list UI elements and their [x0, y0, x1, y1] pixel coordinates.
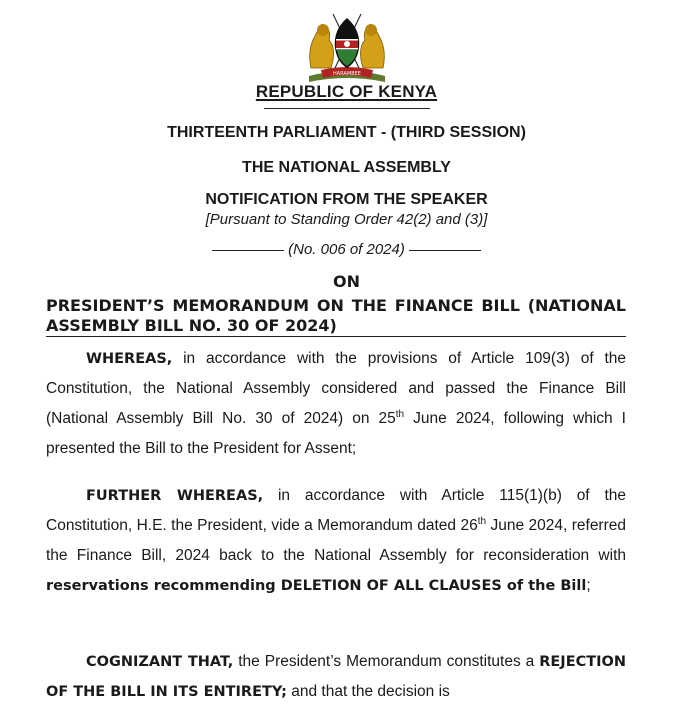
paragraph-cognizant [46, 647, 626, 707]
paragraph-text: in accordance with the provisions of Article 109(3) of the Constitution, the National Assembly considered and passed the Finance Bill (National Assembly Bill No. 30 of 2024) on 25 [46, 350, 626, 427]
paragraph-lead: COGNIZANT THAT, [86, 654, 234, 670]
paragraph-further-whereas [46, 481, 626, 601]
paragraph-lead: FURTHER WHEREAS, [86, 488, 264, 504]
blank-line-right [409, 250, 481, 251]
ordinal-suffix: th [477, 516, 487, 527]
paragraph-text: and that the decision is [286, 683, 450, 700]
paragraph-emphasis: reservations recommending DELETION OF ALL CLAUSES of the Bill [46, 578, 587, 594]
subject-divider [46, 336, 626, 337]
memorandum-subject: PRESIDENT’S MEMORANDUM ON THE FINANCE BILL (NATIONAL ASSEMBLY BILL NO. 30 OF 2024) [46, 296, 626, 335]
standing-order: [Pursuant to Standing Order 42(2) and (3)] [205, 211, 488, 228]
notification-number-row [0, 241, 693, 258]
house-heading: THE NATIONAL ASSEMBLY [242, 159, 451, 176]
paragraph-text: June 2024, referred the Finance Bill, 2024 back to the National Assembly for reconsideration with [46, 517, 626, 564]
on-heading: ON [333, 272, 360, 291]
paragraph-whereas [46, 344, 626, 464]
paragraph-text: ; [586, 577, 591, 594]
paragraph-text: the President’s Memorandum constitutes a [233, 653, 540, 670]
paragraph-emphasis: REJECTION OF THE BILL IN ITS ENTIRETY; [46, 654, 626, 700]
paragraph-text: June 2024, following which I presented the Bill to the President for Assent; [46, 410, 626, 457]
parliament-heading: THIRTEENTH PARLIAMENT - (THIRD SESSION) [167, 124, 526, 141]
ordinal-suffix: th [395, 409, 405, 420]
notification-number: (No. 006 of 2024) [288, 241, 405, 258]
heading-divider [264, 108, 430, 109]
paragraph-text: in accordance with Article 115(1)(b) of the Constitution, H.E. the President, vide a Memorandum dated 26 [46, 487, 626, 534]
country-heading: REPUBLIC OF KENYA [255, 82, 438, 101]
blank-line-left [212, 250, 284, 251]
paragraph-lead: WHEREAS, [86, 351, 173, 367]
emblem-motto: HARAMBEE [333, 71, 361, 77]
notification-title: NOTIFICATION FROM THE SPEAKER [205, 191, 488, 208]
kenya-coat-of-arms-icon [297, 6, 397, 86]
